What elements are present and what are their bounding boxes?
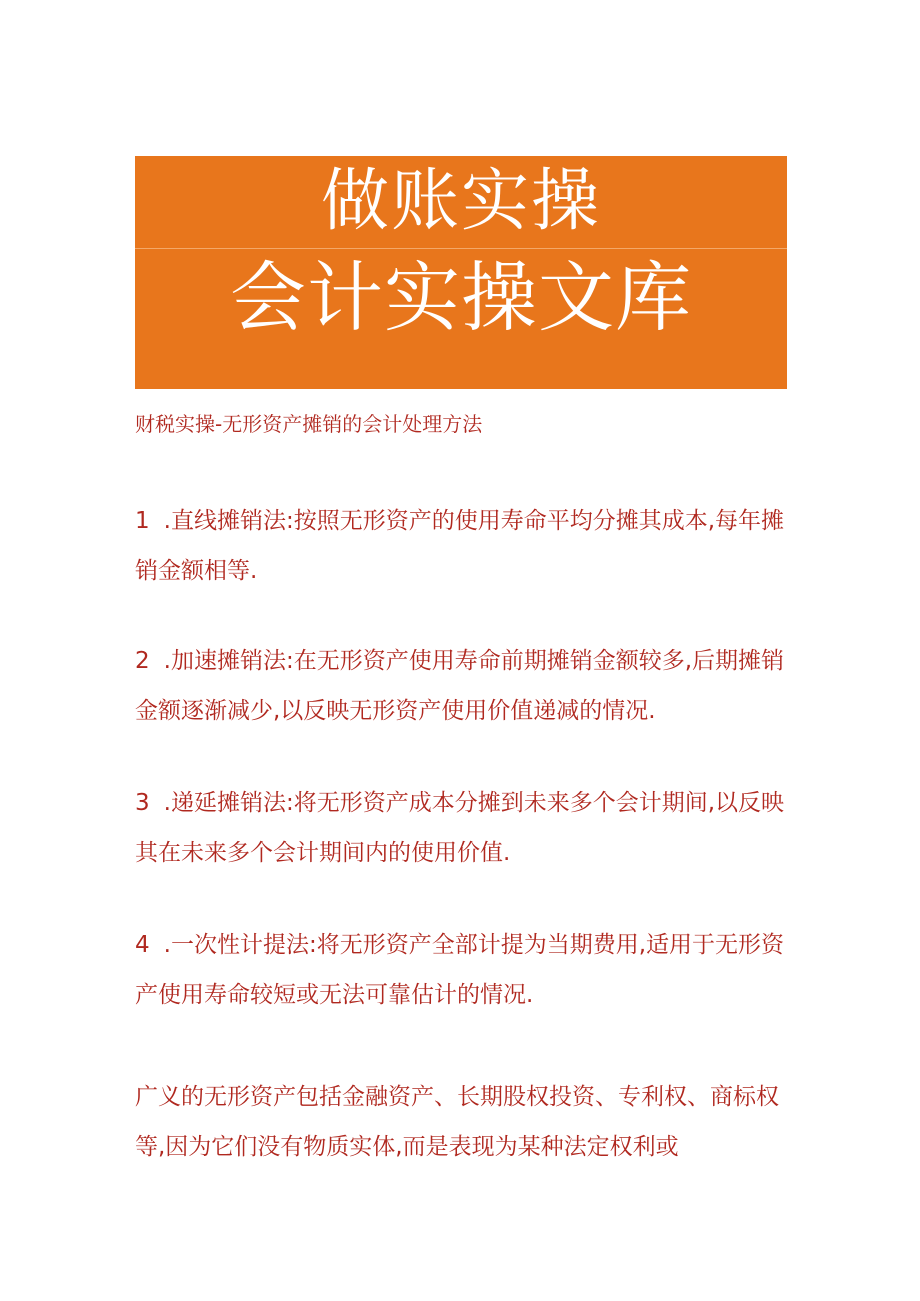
list-item-text: .一次性计提法:将无形资产全部计提为当期费用,适用于无形资产使用寿命较短或无法可靠估计的情况. bbox=[135, 932, 785, 1008]
header-banner bbox=[135, 156, 787, 389]
list-item bbox=[135, 496, 795, 596]
list-item-number: 1 bbox=[135, 508, 150, 534]
closing-paragraph: 广义的无形资产包括金融资产、长期股权投资、专利权、商标权等,因为它们没有物质实体,而是表现为某种法定权利或 bbox=[135, 1084, 779, 1160]
list-item-text: .加速摊销法:在无形资产使用寿命前期摊销金额较多,后期摊销金额逐渐减少,以反映无形资产使用价值递减的情况. bbox=[135, 648, 785, 724]
banner-divider bbox=[135, 248, 787, 249]
document-title: 财税实操-无形资产摊销的会计处理方法 bbox=[135, 412, 483, 436]
list-item-number: 3 bbox=[135, 790, 150, 816]
list-item-text: .直线摊销法:按照无形资产的使用寿命平均分摊其成本,每年摊销金额相等. bbox=[135, 508, 785, 584]
list-item-text: .递延摊销法:将无形资产成本分摊到未来多个会计期间,以反映其在未来多个会计期间内的使用价值. bbox=[135, 790, 785, 866]
list-item bbox=[135, 920, 795, 1020]
banner-title-line2: 会计实操文库 bbox=[230, 253, 692, 342]
list-item bbox=[135, 778, 795, 878]
list-item-number: 4 bbox=[135, 932, 150, 958]
list-item-number: 2 bbox=[135, 648, 150, 674]
list-item bbox=[135, 636, 795, 736]
banner-title-line1: 做账实操 bbox=[320, 162, 601, 241]
